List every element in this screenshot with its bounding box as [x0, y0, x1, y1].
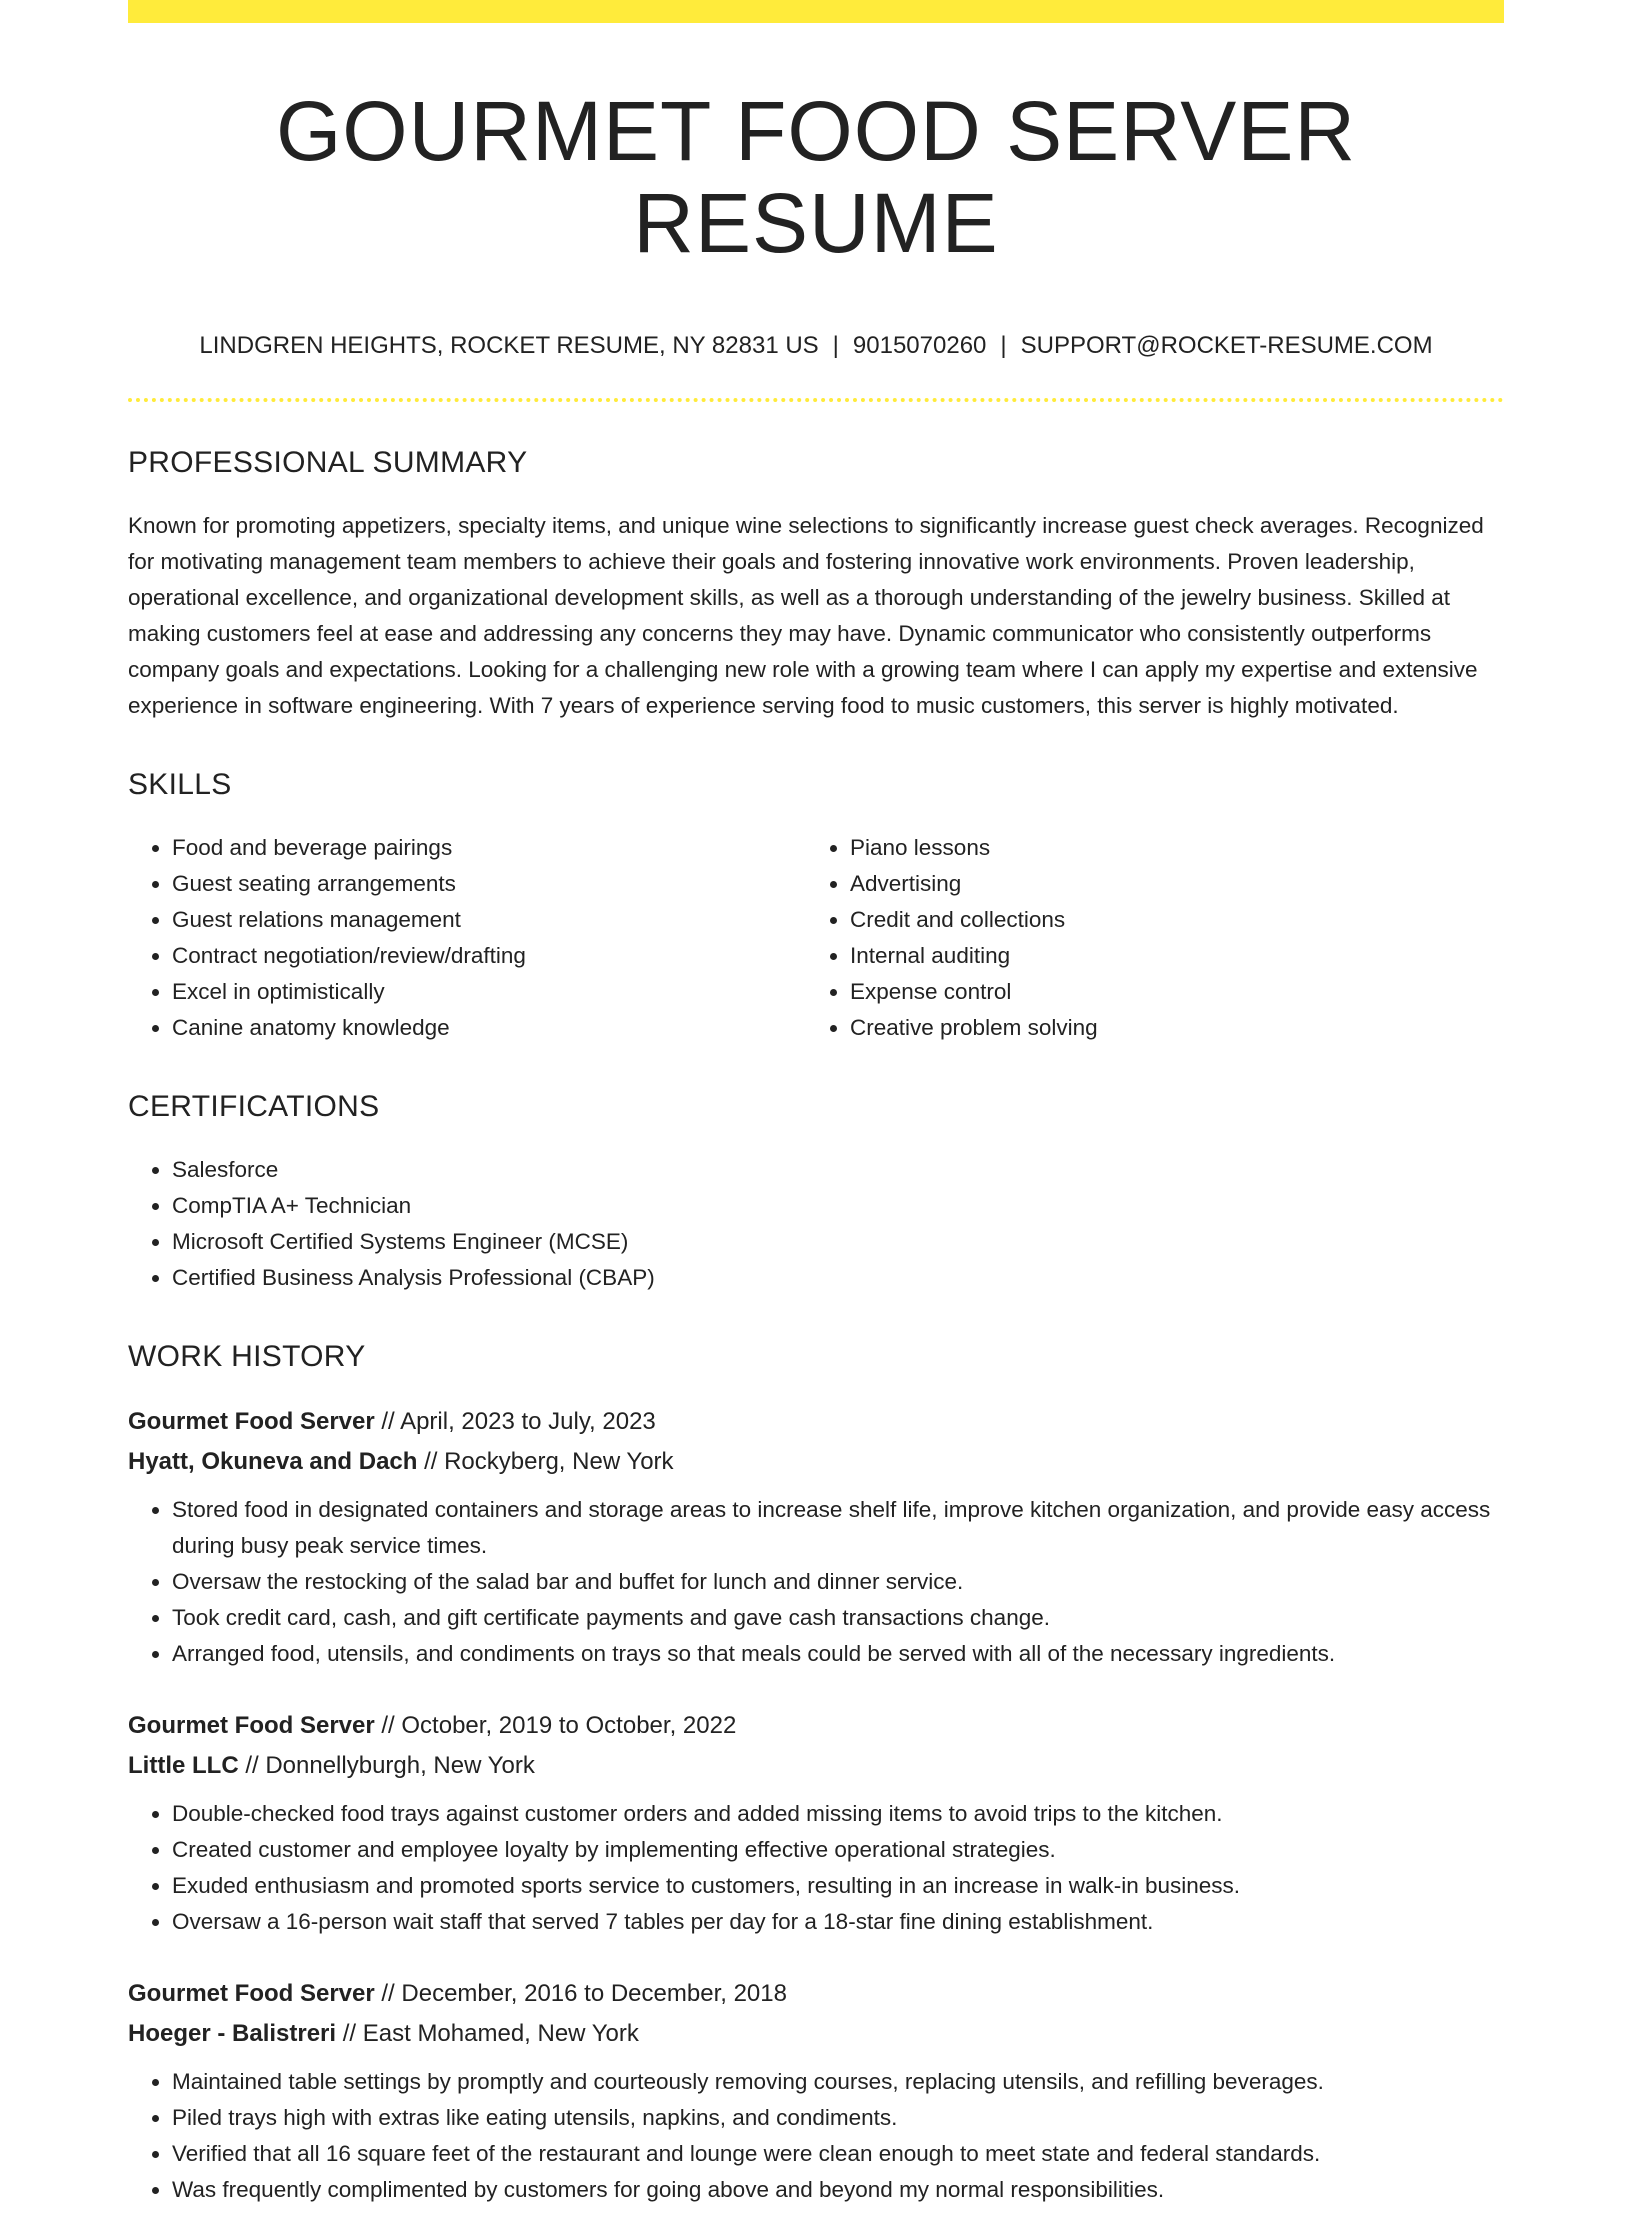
skill-item: • Internal auditing: [850, 938, 1484, 974]
skill-item: • Advertising: [850, 866, 1484, 902]
summary-heading: PROFESSIONAL SUMMARY: [128, 445, 528, 479]
skills-columns: [128, 830, 1504, 1046]
job-location: // Rockyberg, New York: [417, 1447, 674, 1475]
job-location: // Donnellyburgh, New York: [238, 1751, 535, 1779]
job-bullets: [128, 1796, 1504, 1940]
resume-title: GOURMET FOOD SERVER RESUME: [275, 84, 1357, 271]
skills-list-right: [806, 830, 1484, 1046]
skill-item: • Guest seating arrangements: [172, 866, 806, 902]
contact-separator: |: [1000, 331, 1007, 359]
skill-item: • Food and beverage pairings: [172, 830, 806, 866]
certification-item: • Certified Business Analysis Professional (CBAP): [172, 1260, 1504, 1296]
job-title-line: [128, 1706, 1504, 1746]
certification-item: • Microsoft Certified Systems Engineer (MCSE): [172, 1224, 1504, 1260]
job-bullet: • Maintained table settings by promptly and courteously removing courses, replacing utensils, and refilling beverages.: [172, 2064, 1504, 2100]
skill-item: • Contract negotiation/review/drafting: [172, 938, 806, 974]
certifications-list: [128, 1152, 1504, 1296]
contact-email: SUPPORT@ROCKET-RESUME.COM: [1020, 331, 1433, 359]
job-title-line: [128, 1402, 1504, 1442]
skills-heading: SKILLS: [128, 767, 232, 801]
header-divider: [128, 398, 1504, 402]
job-bullet: • Oversaw the restocking of the salad bar and buffet for lunch and dinner service.: [172, 1564, 1504, 1600]
job-bullet: • Piled trays high with extras like eating utensils, napkins, and condiments.: [172, 2100, 1504, 2136]
job-title-line: [128, 1974, 1504, 2014]
skill-item: • Canine anatomy knowledge: [172, 1010, 806, 1046]
summary-text: Known for promoting appetizers, specialty items, and unique wine selections to significantly increase guest check averages. Recognized for motivating management team members to achieve their goals and fostering innovative work environments. Proven leadership, operational excellence, and organizational development skills, as well as a thorough understanding of the jewelry business. Skilled at making customers feel at ease and addressing any concerns they may have. Dynamic communicator who consistently outperforms company goals and expectations. Looking for a challenging new role with a growing team where I can apply my expertise and extensive experience in software engineering. With 7 years of experience serving food to music customers, this server is highly motivated.: [128, 512, 1484, 718]
skills-list-left: [128, 830, 806, 1046]
job-dates: // October, 2019 to October, 2022: [374, 1711, 737, 1739]
job-location: // East Mohamed, New York: [336, 2019, 639, 2047]
job-bullet: • Verified that all 16 square feet of the restaurant and lounge were clean enough to meet state and federal standards.: [172, 2136, 1504, 2172]
job-dates: // December, 2016 to December, 2018: [374, 1979, 787, 2007]
work-history-section: [128, 1340, 1504, 2208]
job-company: Little LLC: [128, 1751, 239, 1779]
job-entry: [128, 1974, 1504, 2208]
job-company: Hyatt, Okuneva and Dach: [128, 1447, 418, 1475]
job-bullet: • Took credit card, cash, and gift certificate payments and gave cash transactions change.: [172, 1600, 1504, 1636]
certifications-section: [128, 1090, 1504, 1296]
job-entry: [128, 1402, 1504, 1672]
summary-section: [128, 446, 1504, 724]
job-entry: [128, 1706, 1504, 1940]
job-title: Gourmet Food Server: [128, 1407, 375, 1435]
job-title: Gourmet Food Server: [128, 1711, 375, 1739]
job-bullet: • Exuded enthusiasm and promoted sports service to customers, resulting in an increase in walk-in business.: [172, 1868, 1504, 1904]
job-bullet: • Stored food in designated containers and storage areas to increase shelf life, improve kitchen organization, and provide easy access during busy peak service times.: [172, 1492, 1504, 1564]
job-title: Gourmet Food Server: [128, 1979, 375, 2007]
job-company: Hoeger - Balistreri: [128, 2019, 337, 2047]
certification-item: • CompTIA A+ Technician: [172, 1188, 1504, 1224]
skill-item: • Expense control: [850, 974, 1484, 1010]
job-company-line: [128, 1442, 1504, 1482]
job-bullet: • Created customer and employee loyalty by implementing effective operational strategies.: [172, 1832, 1504, 1868]
skill-item: • Piano lessons: [850, 830, 1484, 866]
skill-item: • Credit and collections: [850, 902, 1484, 938]
job-bullet: • Was frequently complimented by customers for going above and beyond my normal responsibilities.: [172, 2172, 1504, 2208]
job-bullets: [128, 2064, 1504, 2208]
job-bullets: [128, 1492, 1504, 1672]
certification-item: • Salesforce: [172, 1152, 1504, 1188]
job-company-line: [128, 1746, 1504, 1786]
work-history-heading: WORK HISTORY: [128, 1339, 366, 1373]
skill-item: • Excel in optimistically: [172, 974, 806, 1010]
contact-line: [128, 332, 1504, 360]
job-bullet: • Arranged food, utensils, and condiments on trays so that meals could be served with all of the necessary ingredients.: [172, 1636, 1504, 1672]
contact-separator: |: [832, 331, 839, 359]
resume-page: [128, 0, 1504, 2228]
top-accent-bar: [128, 0, 1504, 23]
certifications-heading: CERTIFICATIONS: [128, 1089, 380, 1123]
job-bullet: • Oversaw a 16-person wait staff that served 7 tables per day for a 18-star fine dining establishment.: [172, 1904, 1504, 1940]
contact-address: LINDGREN HEIGHTS, ROCKET RESUME, NY 82831 US: [199, 331, 819, 359]
skill-item: • Creative problem solving: [850, 1010, 1484, 1046]
skills-section: [128, 768, 1504, 1046]
skill-item: • Guest relations management: [172, 902, 806, 938]
contact-phone: 9015070260: [852, 331, 987, 359]
job-bullet: • Double-checked food trays against customer orders and added missing items to avoid trips to the kitchen.: [172, 1796, 1504, 1832]
job-dates: // April, 2023 to July, 2023: [374, 1407, 656, 1435]
job-company-line: [128, 2014, 1504, 2054]
